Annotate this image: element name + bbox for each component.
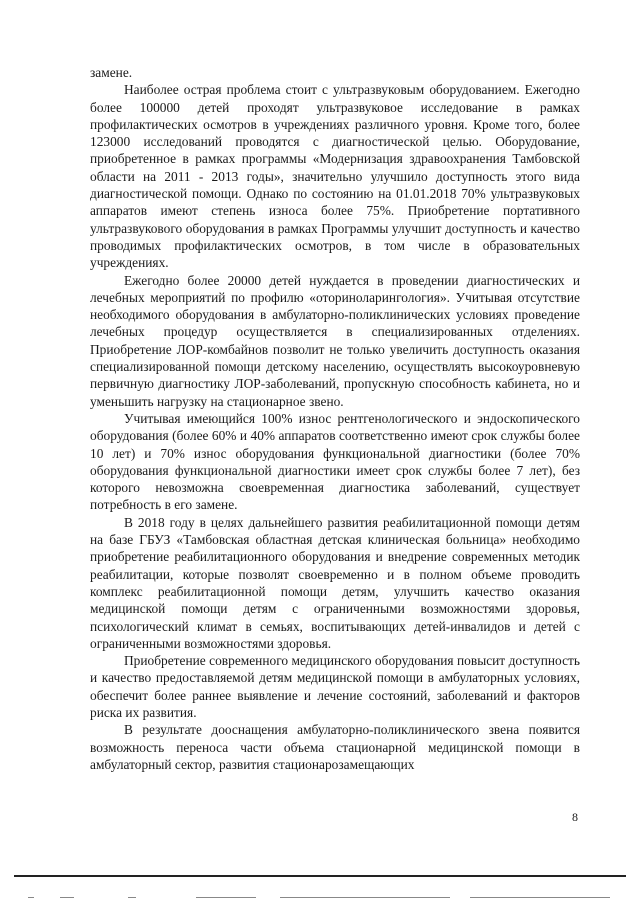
scan-mark xyxy=(60,897,74,898)
scan-artifacts xyxy=(0,893,640,903)
paragraph-modern-equipment: Приобретение современного медицинского оборудования повысит доступность и качество предоставляемой детям медицинской помощи в амбулаторных условиях, обеспечит более раннее выявление и лечение состояний, заболеваний и факторов риска их развития. xyxy=(90,653,580,720)
paragraph-continuation: замене. xyxy=(90,65,133,80)
scan-mark xyxy=(28,897,34,898)
paragraph-otorhinolaryngology: Ежегодно более 20000 детей нуждается в проведении диагностических и лечебных мероприятий по профилю «оториноларингология». Учитывая отсутствие необходимого оборудования в амбулаторно-поликлинических условиях проведение лечебных процедур осуществляется в специализированных отделениях. Приобретение ЛОР-комбайнов позволит не только увеличить доступность оказания специализированной помощи детскому населению, осуществлять высокоуровневую первичную диагностику ЛОР-заболеваний, пропускную способность кабинета, но и уменьшить нагрузку на стационарное звено. xyxy=(90,272,580,409)
scan-mark xyxy=(280,897,450,898)
scan-mark xyxy=(470,897,610,898)
paragraph-ultrasound: Наиболее острая проблема стоит с ультразвуковым оборудованием. Ежегодно более 100000 детей проходят ультразвуковое исследование в рамках профилактических осмотров в учреждениях различного уровня. Кроме того, более 123000 исследований проводятся с диагностической целью. Оборудование, приобретенное в рамках программы «Модернизация здравоохранения Тамбовской области на 2011 - 2013 годы», значительно улучшило доступность этого вида диагностической помощи. Однако по состоянию на 01.01.2018 70% ультразвуковых аппаратов имеют степень износа более 75%. Приобретение портативного ультразвукового оборудования в рамках Программы улучшит доступность и качество проводимых профилактических осмотров, в том числе в образовательных учреждениях. xyxy=(90,82,580,271)
scan-mark xyxy=(128,897,136,898)
document-body xyxy=(90,64,580,773)
page-number: 8 xyxy=(572,810,578,824)
paragraph-outpatient-result: В результате дооснащения амбулаторно-поликлинического звена появится возможность переноса части объема стационарной медицинской помощи в амбулаторный сектор, развития стационарозамещающих xyxy=(90,722,580,772)
scan-mark xyxy=(196,897,256,898)
paragraph-xray-endoscopy: Учитывая имеющийся 100% износ рентгенологического и эндоскопического оборудования (более 60% и 40% аппаратов соответственно имеют срок службы более 10 лет) и 70% износ оборудования функциональной диагностики (более 70% оборудования функциональной диагностики имеет срок службы более 7 лет), без которого невозможна своевременная диагностика заболеваний, существует потребность в его замене. xyxy=(90,410,580,513)
paragraph-rehabilitation: В 2018 году в целях дальнейшего развития реабилитационной помощи детям на базе ГБУЗ «Тамбовская областная детская клиническая больница» необходимо приобретение реабилитационного оборудования и внедрение современных методик реабилитации, которые позволят своевременно и в полном объеме проводить комплекс реабилитационной помощи детям, улучшить качество оказания медицинской помощи детям с ограниченными возможностями здоровья, психологический климат в семьях, воспитывающих детей-инвалидов и детей с ограниченными возможностями здоровья. xyxy=(90,514,580,651)
bottom-rule xyxy=(14,875,626,877)
